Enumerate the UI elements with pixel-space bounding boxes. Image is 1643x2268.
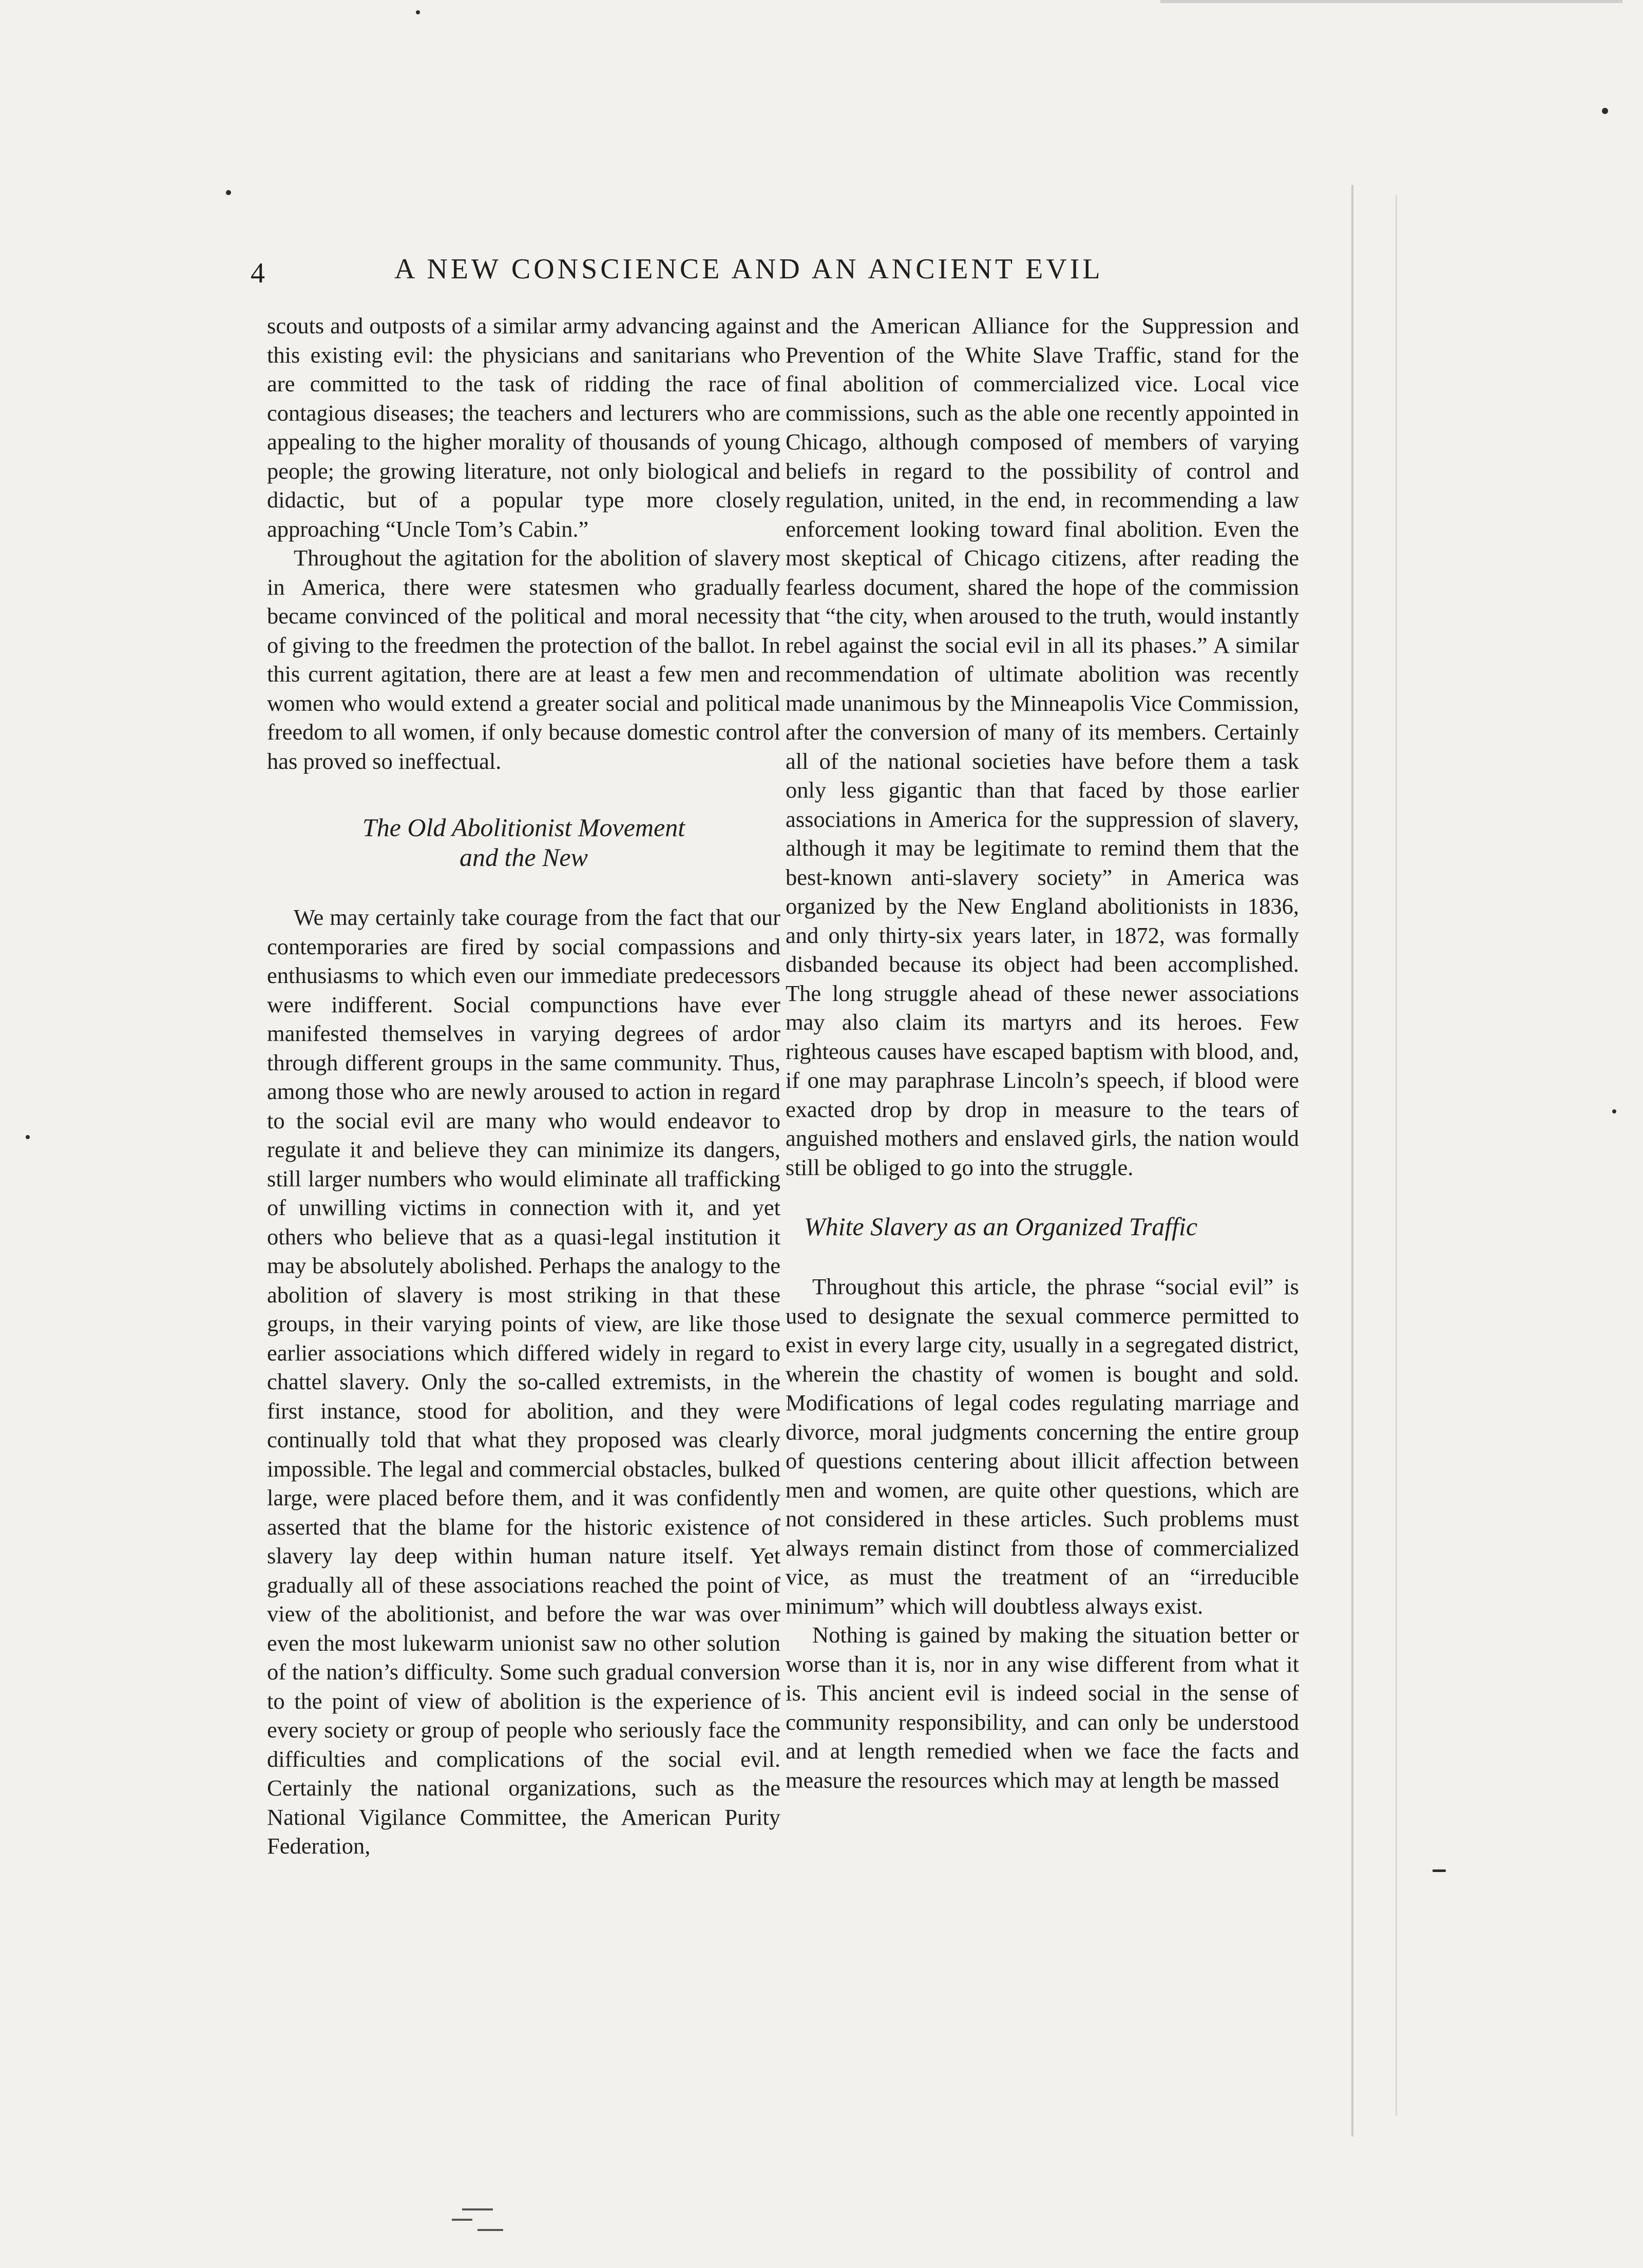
paragraph: We may certainly take courage from the fact that our contemporaries are fired by social compassions and enthusiasms to which even our immediate predecessors were indifferent. Social compunctions have ever manifested themselves in varying degrees of ardor through different groups in the same community. Thus, among those who are newly aroused to action in regard to the social evil are many who would endeavor to regulate it and believe they can minimize its dangers, still larger numbers who would eliminate all trafficking of unwilling victims in connection with it, and yet others who believe that as a quasi-legal institution it may be absolutely abolished. Perhaps the analogy to the abolition of slavery is most striking in that these groups, in their varying points of view, are like those earlier associations which differed widely in regard to chattel slavery. Only the so-called extremists, in the first instance, stood for abolition, and they were continually told that what they proposed was clearly impossible. The legal and commercial obstacles, bulked large, were placed before them, and it was confidently asserted that the blame for the historic existence of slavery lay deep within human nature itself. Yet gradually all of these associations reached the point of view of the abolitionist, and before the war was over even the most lukewarm unionist saw no other solution of the nation’s difficulty. Some such gradual conversion to the point of view of abolition is the experience of every society or group of people who seriously face the difficulties and complications of the social evil. Certainly the national organizations, such as the National Vigilance Committee, the American Purity Federation, [267,904,780,1859]
scan-column-rule-faint [1396,195,1397,2116]
scan-edge-top [1160,0,1622,3]
right-column [786,311,1299,1794]
scan-speck [226,190,231,195]
section-heading [267,776,780,903]
paragraph: Throughout this article, the phrase “social evil” is used to designate the sexual commerce permitted to exist in every large city, usually in a segregated district, wherein the chastity of women is bought and sold. Modifications of legal codes regulating marriage and divorce, moral judgments concerning the entire group of questions centering about illicit affection between men and women, are quite other questions, which are not considered in these articles. Such problems must always remain distinct from those of commercialized vice, as must the treatment of an “irreducible minimum” which will doubtless always exist. [786,1274,1299,1619]
section-heading-line: and the New [460,843,588,872]
page-number: 4 [251,257,265,289]
paragraph: Throughout the agitation for the abolition of slavery in America, there were statesmen who gradually became convinced of the political and moral necessity of giving to the freedmen the protection of the ballot. In this current agitation, there are at least a few men and women who would extend a greater social and political freedom to all women, if only because domestic control has proved so ineffectual. [267,545,780,774]
scan-speck [1612,1109,1616,1113]
left-column [267,311,780,1861]
scan-speck [416,10,420,14]
paragraph: Nothing is gained by making the situation better or worse than it is, nor in any wise different from what it is. This ancient evil is indeed social in the sense of community responsibility, and can only be understood and at length remedied when we face the facts and measure the resources which may at length be massed [786,1622,1299,1793]
scan-column-rule [1351,185,1353,2137]
scan-speck [26,1135,30,1139]
scan-speck [1432,1869,1446,1872]
scan-speck [1602,108,1608,114]
paragraph: and the American Alliance for the Suppression and Prevention of the White Slave Traffic, stand for the final abolition of commercialized vice. Local vice commissions, such as the able one recently appointed in Chicago, although composed of members of varying beliefs in regard to the possibility of control and regulation, united, in the end, in recommending a law enforcement looking toward final abolition. Even the most skeptical of Chicago citizens, after reading the fearless document, shared the hope of the commission that “the city, when aroused to the truth, would instantly rebel against the social evil in all its phases.” A similar recommendation of ultimate abolition was recently made unanimous by the Minneapolis Vice Commission, after the conversion of many of its members. Certainly all of the national societies have before them a task only less gigantic than that faced by those earlier associations in America for the suppression of slavery, although it may be legitimate to remind them that the best-known anti-slavery society” in America was organized by the New England abolitionists in 1836, and only thirty-six years later, in 1872, was formally disbanded because its object had been accomplished. The long struggle ahead of these newer associations may also claim its martyrs and its heroes. Few righteous causes have escaped baptism with blood, and, if one may paraphrase Lincoln’s speech, if blood were exacted drop by drop in measure to the tears of anguished mothers and enslaved girls, the nation would still be obliged to go into the struggle. [786,313,1299,1180]
scan-marks [442,2203,544,2244]
running-title: A NEW CONSCIENCE AND AN ANCIENT EVIL [394,253,1103,285]
section-heading: White Slavery as an Organized Traffic [804,1212,1198,1241]
page-header [251,253,1308,294]
paragraph: scouts and outposts of a similar army advancing against this existing evil: the physicians and sanitarians who are committed to the task of ridding the race of contagious diseases; the teachers and lecturers who are appealing to the higher morality of thousands of young people; the growing literature, not only biological and didactic, but of a popular type more closely approaching “Uncle Tom’s Cabin.” [267,313,780,542]
section-heading-line: The Old Abolitionist Movement [362,813,685,842]
